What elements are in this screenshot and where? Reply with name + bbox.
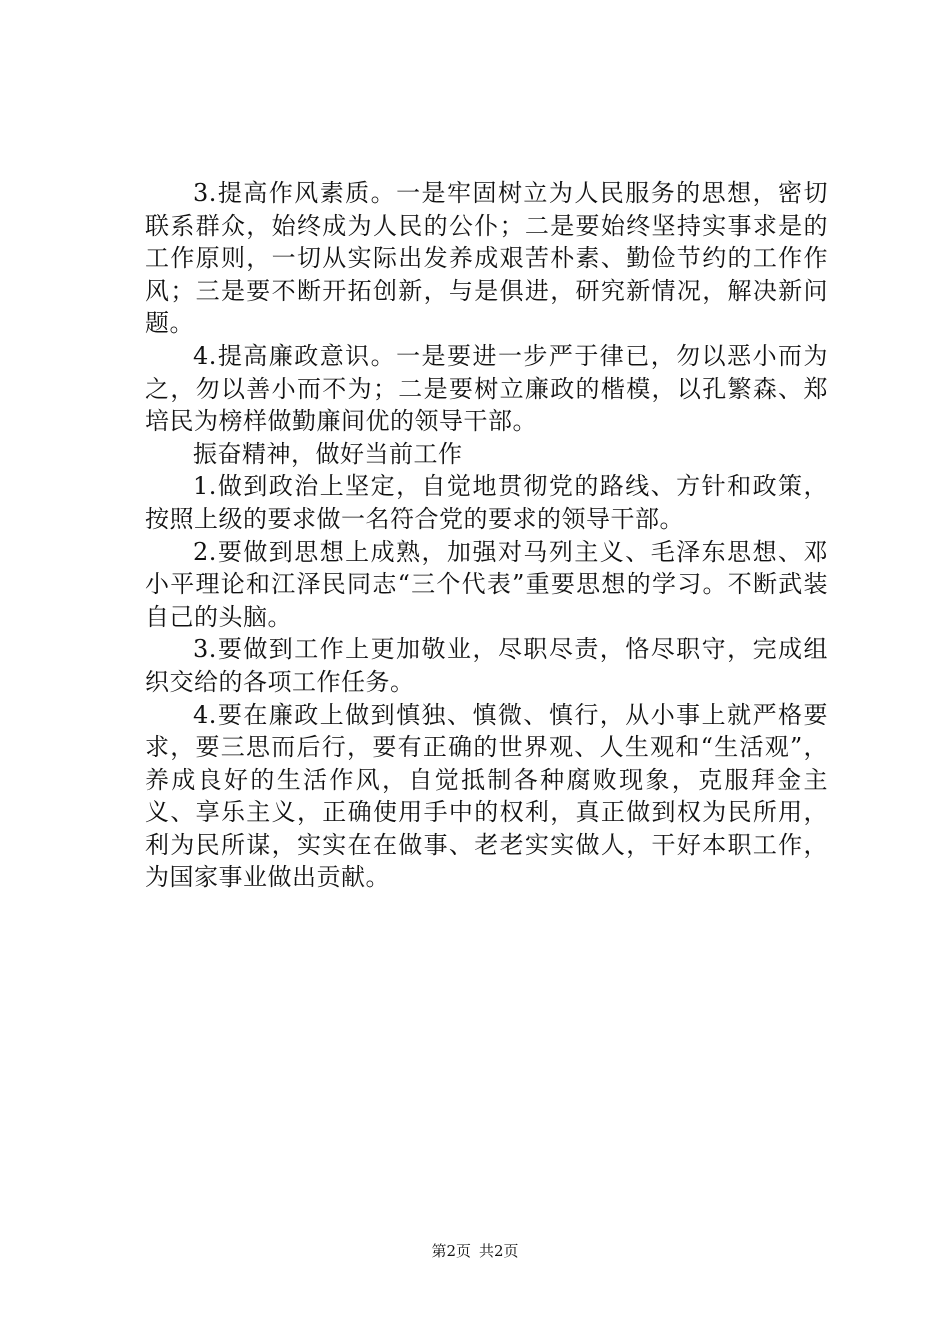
paragraph-political: 1.做到政治上坚定，自觉地贯彻党的路线、方针和政策，按照上级的要求做一名符合党的要求的领导干部。 — [145, 472, 828, 533]
paragraph-integrity: 4.提高廉政意识。一是要进一步严于律已，勿以恶小而为之，勿以善小而不为；二是要树立廉政的楷模，以孔繁森、郑培民为榜样做勤廉间优的领导干部。 — [145, 341, 828, 436]
page-footer — [0, 1241, 950, 1261]
page-number: 第2页 — [431, 1242, 471, 1260]
paragraph-thought: 2.要做到思想上成熟，加强对马列主义、毛泽东思想、邓小平理论和江泽民同志“三个代表”重要思想的学习。不断武装自己的头脑。 — [145, 537, 828, 631]
paragraph-work-style: 3.提高作风素质。一是牢固树立为人民服务的思想，密切联系群众，始终成为人民的公仆；二是要始终坚持实事求是的工作原则，一切从实际出发养成艰苦朴素、勤俭节约的工作作风；三是要不断开拓创新，与是俱进，研究新情况，解决新问题。 — [145, 179, 828, 338]
document-body — [145, 177, 828, 894]
paragraph-self-discipline: 4.要在廉政上做到慎独、慎微、慎行，从小事上就严格要求，要三思而后行，要有正确的世界观、人生观和“生活观”，养成良好的生活作风，自觉抵制各种腐败现象，克服拜金主义、享乐主义，正确使用手中的权利，真正做到权为民所用，利为民所谋，实实在在做事、老老实实做人，干好本职工作，为国家事业做出贡献。 — [145, 700, 828, 892]
paragraph-dedication: 3.要做到工作上更加敬业，尽职尽责，恪尽职守，完成组织交给的各项工作任务。 — [145, 635, 828, 696]
section-heading: 振奋精神，做好当前工作 — [193, 439, 463, 468]
page-total: 共2页 — [479, 1242, 519, 1260]
